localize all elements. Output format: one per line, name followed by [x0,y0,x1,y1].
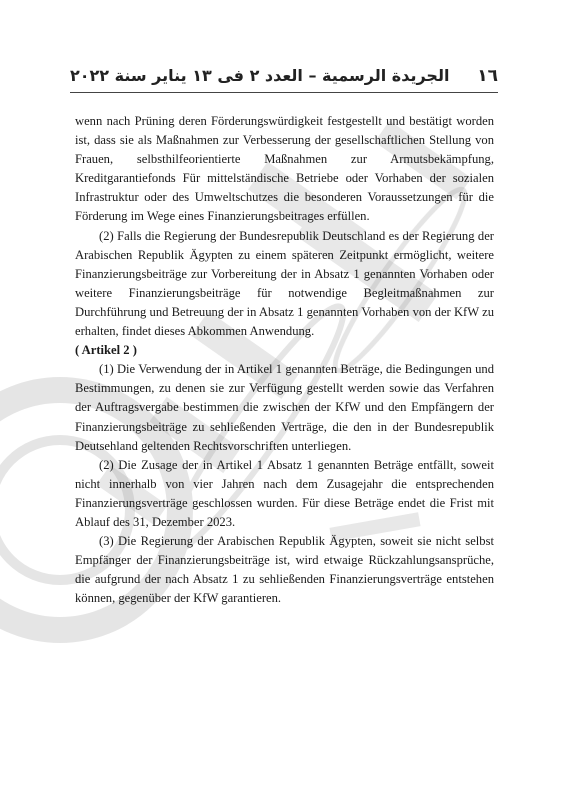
paragraph-1: wenn nach Prüning deren Förderungswürdigkeit festgestellt und bestätigt worden ist, dass sie als Maßnahmen zur Verbesserung der gesellschaftlichen Stellung von Frauen, selbsthilfeorientierte Maßnahmen zur Armutsbekämpfung, Kreditgarantiefonds Für mittelständische Betriebe oder Vorhaben der sozialen Infrastruktur oder des Umweltschutzes die besonderen Voraussetzungen für die Förderung im Wege eines Finanzierungsbeitrages erfüllen. [75,114,494,224]
page-header [70,64,498,92]
paragraph-3: (1) Die Verwendung der in Artikel 1 genannten Beträge, die Bedingungen und Bestimmungen, zu denen sie zur Verfügung gestellt werden sowie das Verfahren der Auftragsvergabe bestimmen die zwischen der KfW und den Empfängern der Finanzierungsbeiträge zu sehließenden Verträge, die den in der Bundesrepublik Deutsehland geltenden Rechtsvorschriften unterliegen. [75,362,494,453]
document-body [75,112,494,608]
paragraph-5: (3) Die Regierung der Arabischen Republik Ägypten, soweit sie nicht selbst Empfänger der Finanzierungsbeiträge ist, wird etwaige Rückzahlungsansprüche, die aufgrund der nach Absatz 1 zu sehließenden Finanzierungsverträge entstehen können, gegenüber der KfW garantieren. [75,534,494,606]
paragraph-4: (2) Die Zusage der in Artikel 1 Absatz 1 genannten Beträge entfällt, soweit nicht innerhalb von vier Jahren nach dem Zusagejahr die entsprechenden Finanzierungsverträge geschlossen wurden. Für diese Beträge endet die Frist mit Ablauf des 31, Dezember 2023. [75,457,494,529]
page-number: ١٦ [477,66,498,86]
gazette-title: الجريدة الرسمية – العدد ٢ فى ١٣ يناير سنة ٢٠٢٢ [70,66,450,85]
header-divider [70,92,498,93]
article-heading: ( Artikel 2 ) [75,343,137,358]
paragraph-2: (2) Falls die Regierung der Bundesrepublik Deutschland es der Regierung der Arabischen Republik Ägypten zu einem späteren Zeitpunkt ermöglicht, weitere Finanzierungsbeiträge zur Vorbereitung der in Absatz 1 genannten Vorhaben oder weitere Finanzierungsbeiträge für notwendige Begleitmaßnahmen zur Durchführung und Betreuung der in Absatz 1 genannten Vorhaben von der KfW zu erhalten, findet dieses Abkommen Anwendung. [75,228,494,339]
